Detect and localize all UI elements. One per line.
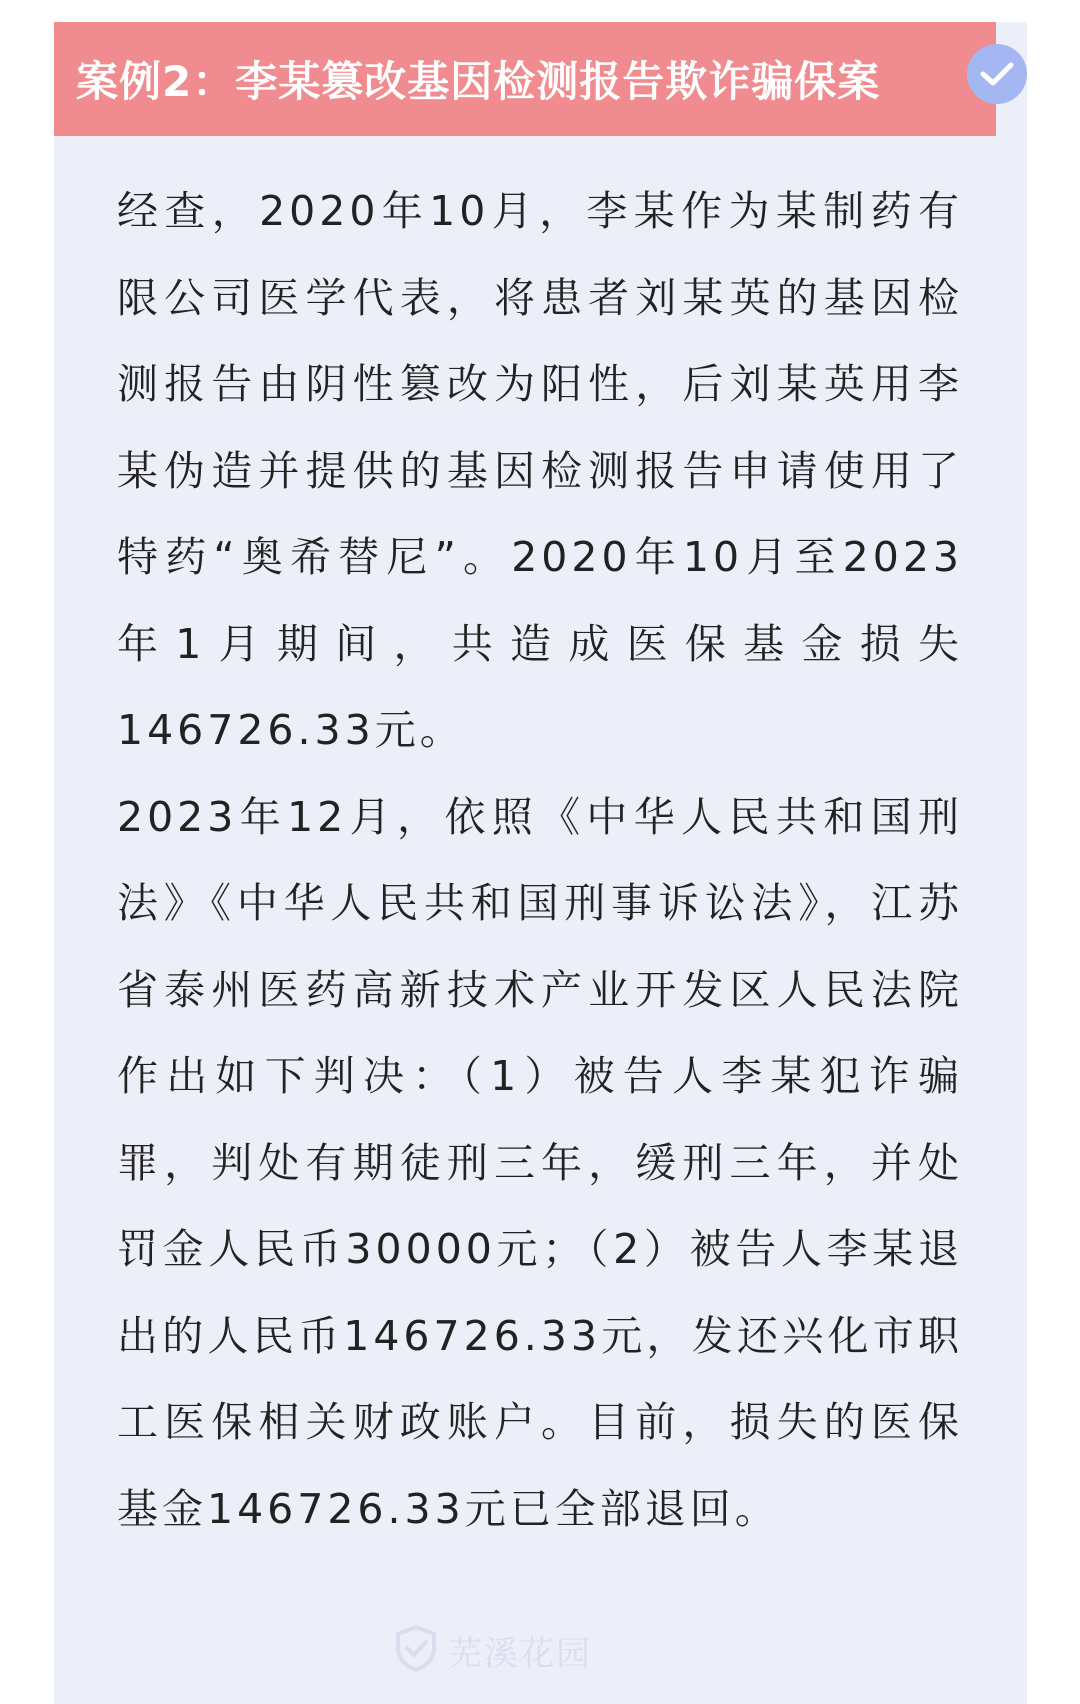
shield-logo-icon — [394, 1624, 438, 1676]
watermark-text: 芜溪花园 — [448, 1633, 592, 1674]
watermark — [394, 1620, 654, 1680]
case-title: 案例2：李某篡改基因检测报告欺诈骗保案 — [76, 57, 881, 106]
paragraph-verdict: 2023年12月，依照《中华人民共和国刑法》《中华人民共和国刑事诉讼法》，江苏省泰州医药高新技术产业开发区人民法院作出如下判决：（1）被告人李某犯诈骗罪，判处有期徒刑三年，缓刑三年，并处罚金人民币30000元；（2）被告人李某退出的人民币146726.33元，发还兴化市职工医保相关财政账户。目前，损失的医保基金146726.33元已全部退回。 — [117, 792, 963, 1533]
check-circle-icon — [967, 44, 1027, 104]
paragraph-investigation: 经查，2020年10月，李某作为某制药有限公司医学代表，将患者刘某英的基因检测报告由阴性篡改为阳性，后刘某英用李某伪造并提供的基因检测报告申请使用了特药“奥希替尼”。2020年10月至2023年1月期间，共造成医保基金损失146726.33元。 — [117, 187, 963, 754]
case-card — [54, 22, 1027, 1704]
case-body — [117, 168, 963, 1552]
case-header — [54, 22, 996, 136]
